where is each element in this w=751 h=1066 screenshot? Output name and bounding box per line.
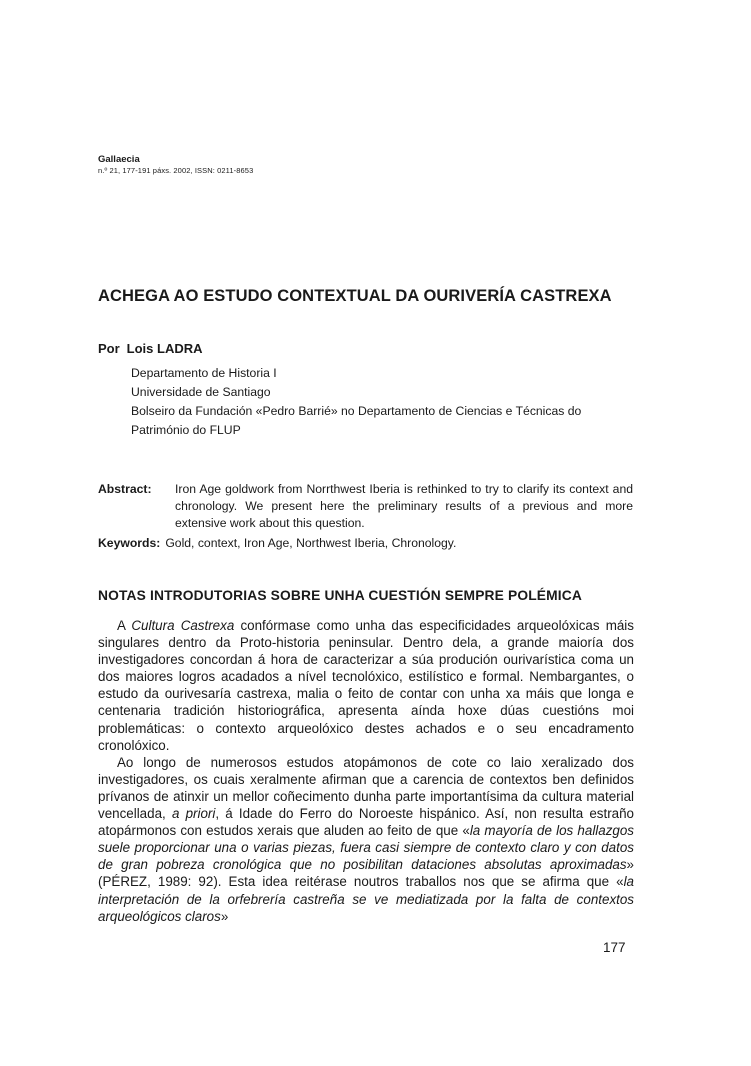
italic-quote: la interpretación de la orfebrería castreña se ve mediatizada por la falta de contextos arqueológicos claros	[98, 874, 634, 924]
journal-name: Gallaecia	[98, 154, 140, 165]
italic-run: Cultura Castrexa	[131, 618, 235, 633]
author-name: Lois LADRA	[126, 341, 203, 356]
paragraph	[98, 754, 634, 925]
affiliation-line: Universidade de Santiago	[131, 385, 271, 399]
page-number: 177	[603, 940, 626, 955]
journal-header	[98, 154, 253, 176]
body-text	[98, 617, 634, 925]
abstract-keywords-block	[98, 481, 633, 552]
author-prefix: Por	[98, 341, 120, 356]
text-run: »	[220, 908, 229, 924]
italic-run: a priori	[171, 806, 216, 822]
author-affiliation	[131, 364, 641, 440]
paragraph	[98, 617, 634, 754]
abstract-label: Abstract:	[98, 482, 152, 496]
text-run: A	[117, 618, 132, 633]
abstract	[98, 481, 633, 532]
author-byline	[98, 341, 203, 356]
keywords-text: Gold, context, Iron Age, Northwest Iberia, Chronology.	[165, 536, 457, 550]
text-run: confórmase como unha das especificidades arqueolóxicas máis singulares dentro da Proto-historia peninsular. Dentro dela, a grande maioría dos investigadores concordan á hora de caracterizar a súa produción ourivarística coma un dos maiores logros acadados a nível tecnolóxico, estilístico e formal. Nembargantes, o estudo da ourivesaría castrexa, malia o feito de contar con unha xa máis que longa e centenaria tradición historiográfica, apresenta aínda hoxe dúas cuestións moi problemáticas: o contexto arqueolóxico destes achados e o seu encadramento cronolóxico.	[98, 618, 634, 753]
italic-quote: la mayoría de los hallazgos suele proporcionar una o varias piezas, fuera casi siempre de contexto claro y con datos de gran pobreza cronológica que no posibilitan dataciones absolutas aproximadas	[98, 823, 634, 873]
article-title: ACHEGA AO ESTUDO CONTEXTUAL DA OURIVERÍA CASTREXA	[98, 287, 612, 305]
affiliation-line: Bolseiro da Fundación «Pedro Barrié» no Departamento de Ciencias e Técnicas do Património do FLUP	[131, 404, 582, 437]
keywords-label: Keywords:	[98, 536, 161, 550]
affiliation-line: Departamento de Historia I	[131, 366, 277, 380]
text-run: , á Idade do Ferro do Noroeste hispánico. Así, non resulta estraño atopármonos con estudos xerais que aluden ao feito de que «	[98, 806, 634, 839]
abstract-text: Iron Age goldwork from Norrthwest Iberia is rethinked to try to clarify its context and chronology. We present here the preliminary results of a previous and more extensive work about this question.	[175, 482, 633, 530]
journal-meta: n.º 21, 177-191 páxs. 2002, ISSN: 0211-8653	[98, 166, 254, 175]
text-run: » (PÉREZ, 1989: 92). Esta idea reitérase noutros traballos nos que se afirma que «	[98, 857, 634, 890]
section-heading: NOTAS INTRODUTORIAS SOBRE UNHA CUESTIÓN SEMPRE POLÉMICA	[98, 588, 583, 603]
keywords	[98, 535, 633, 552]
text-run: Ao longo de numerosos estudos atopámonos de cote co laio xeralizado dos investigadores, os cuais xeralmente afirman que a carencia de contextos ben definidos prívanos de atinxir un mellor coñecimento dunha parte importantísima da cultura material vencellada,	[98, 754, 634, 822]
